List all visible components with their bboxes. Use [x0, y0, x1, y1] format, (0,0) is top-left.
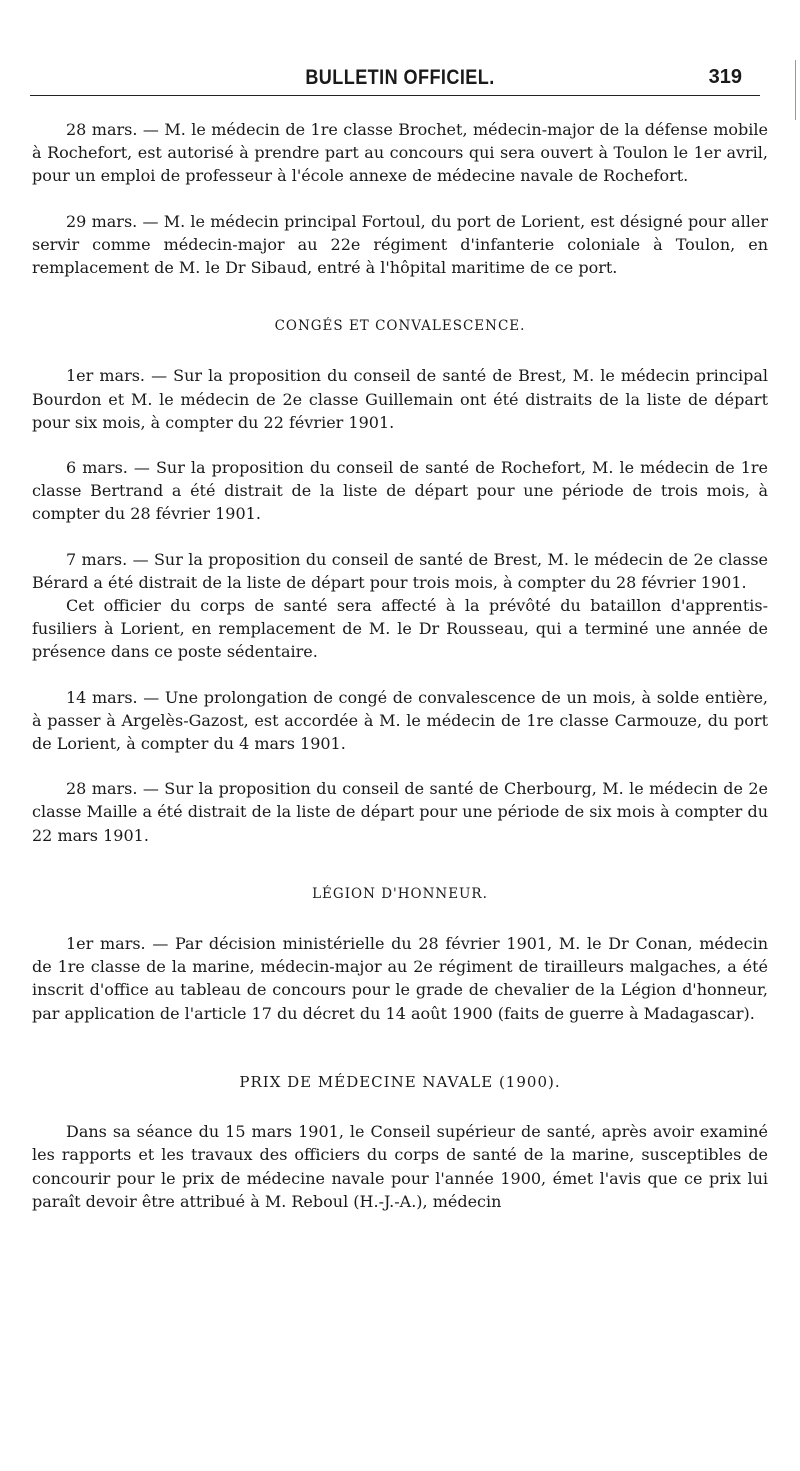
entry-paragraph: 29 mars. — M. le médecin principal Fortoul, du port de Lorient, est désigné pour aller servir comme médecin-major au 22e régiment d'infanterie coloniale à Toulon, en remplacement de M. le Dr Sibaud, entré à l'hôpital maritime de ce port. [32, 211, 768, 278]
entry-paragraph: 1er mars. — Par décision ministérielle du 28 février 1901, M. le Dr Conan, médecin de 1re classe de la marine, médecin-major au 2e régiment de tirailleurs malgaches, a été inscrit d'office au tableau de concours pour le grade de chevalier de la Légion d'honneur, par application de l'article 17 du décret du 14 août 1900 (faits de guerre à Madagascar). [32, 934, 768, 1023]
entry-paragraph: 14 mars. — Une prolongation de congé de convalescence de un mois, à solde entière, à passer à Argelès-Gazost, est accordée à M. le médecin de 1re classe Carmouze, du port de Lorient, à compter du 4 mars 1901. [32, 687, 768, 754]
section-heading-prix: PRIX DE MÉDECINE NAVALE (1900). [239, 1072, 561, 1091]
entry-paragraph: Dans sa séance du 15 mars 1901, le Conseil supérieur de santé, après avoir examiné les rapports et les travaux des officiers du corps de santé de la marine, susceptibles de concourir pour le prix de médecine navale pour l'année 1900, émet l'avis que ce prix lui paraît devoir être attribué à M. Reboul (H.-J.-A.), médecin [32, 1122, 768, 1211]
page-number: 319 [708, 66, 742, 88]
entry-paragraph: 7 mars. — Sur la proposition du conseil de santé de Brest, M. le médecin de 2e classe Bérard a été distrait de la liste de départ pour trois mois, à compter du 28 février 1901. [32, 549, 768, 592]
entry-paragraph: 28 mars. — M. le médecin de 1re classe Brochet, médecin-major de la défense mobile à Rochefort, est autorisé à prendre part au concours qui sera ouvert à Toulon le 1er avril, pour un emploi de professeur à l'école annexe de médecine navale de Rochefort. [32, 120, 768, 186]
entry-paragraph: 6 mars. — Sur la proposition du conseil de santé de Rochefort, M. le médecin de 1re classe Bertrand a été distrait de la liste de départ pour une période de trois mois, à compter du 28 février 1901. [32, 458, 768, 524]
entry-paragraph: Cet officier du corps de santé sera affecté à la prévôté du bataillon d'apprentis-fusiliers à Lorient, en remplacement de M. le Dr Rousseau, qui a terminé une année de présence dans ce poste sédentaire. [32, 596, 768, 662]
entry-paragraph: 28 mars. — Sur la proposition du conseil de santé de Cherbourg, M. le médecin de 2e classe Maille a été distrait de la liste de départ pour une période de six mois à compter du 22 mars 1901. [32, 779, 768, 845]
page-body [32, 118, 768, 1213]
section-heading-legion: LÉGION D'HONNEUR. [312, 885, 488, 902]
section-heading-conges: CONGÉS ET CONVALESCENCE. [274, 318, 526, 335]
running-title: BULLETIN OFFICIEL. [305, 66, 495, 89]
page-header [0, 62, 800, 98]
scan-edge-mark [795, 60, 796, 120]
entry-paragraph: 1er mars. — Sur la proposition du conseil de santé de Brest, M. le médecin principal Bourdon et M. le médecin de 2e classe Guillemain ont été distraits de la liste de départ pour six mois, à compter du 22 février 1901. [32, 366, 768, 432]
header-rule [30, 95, 760, 96]
